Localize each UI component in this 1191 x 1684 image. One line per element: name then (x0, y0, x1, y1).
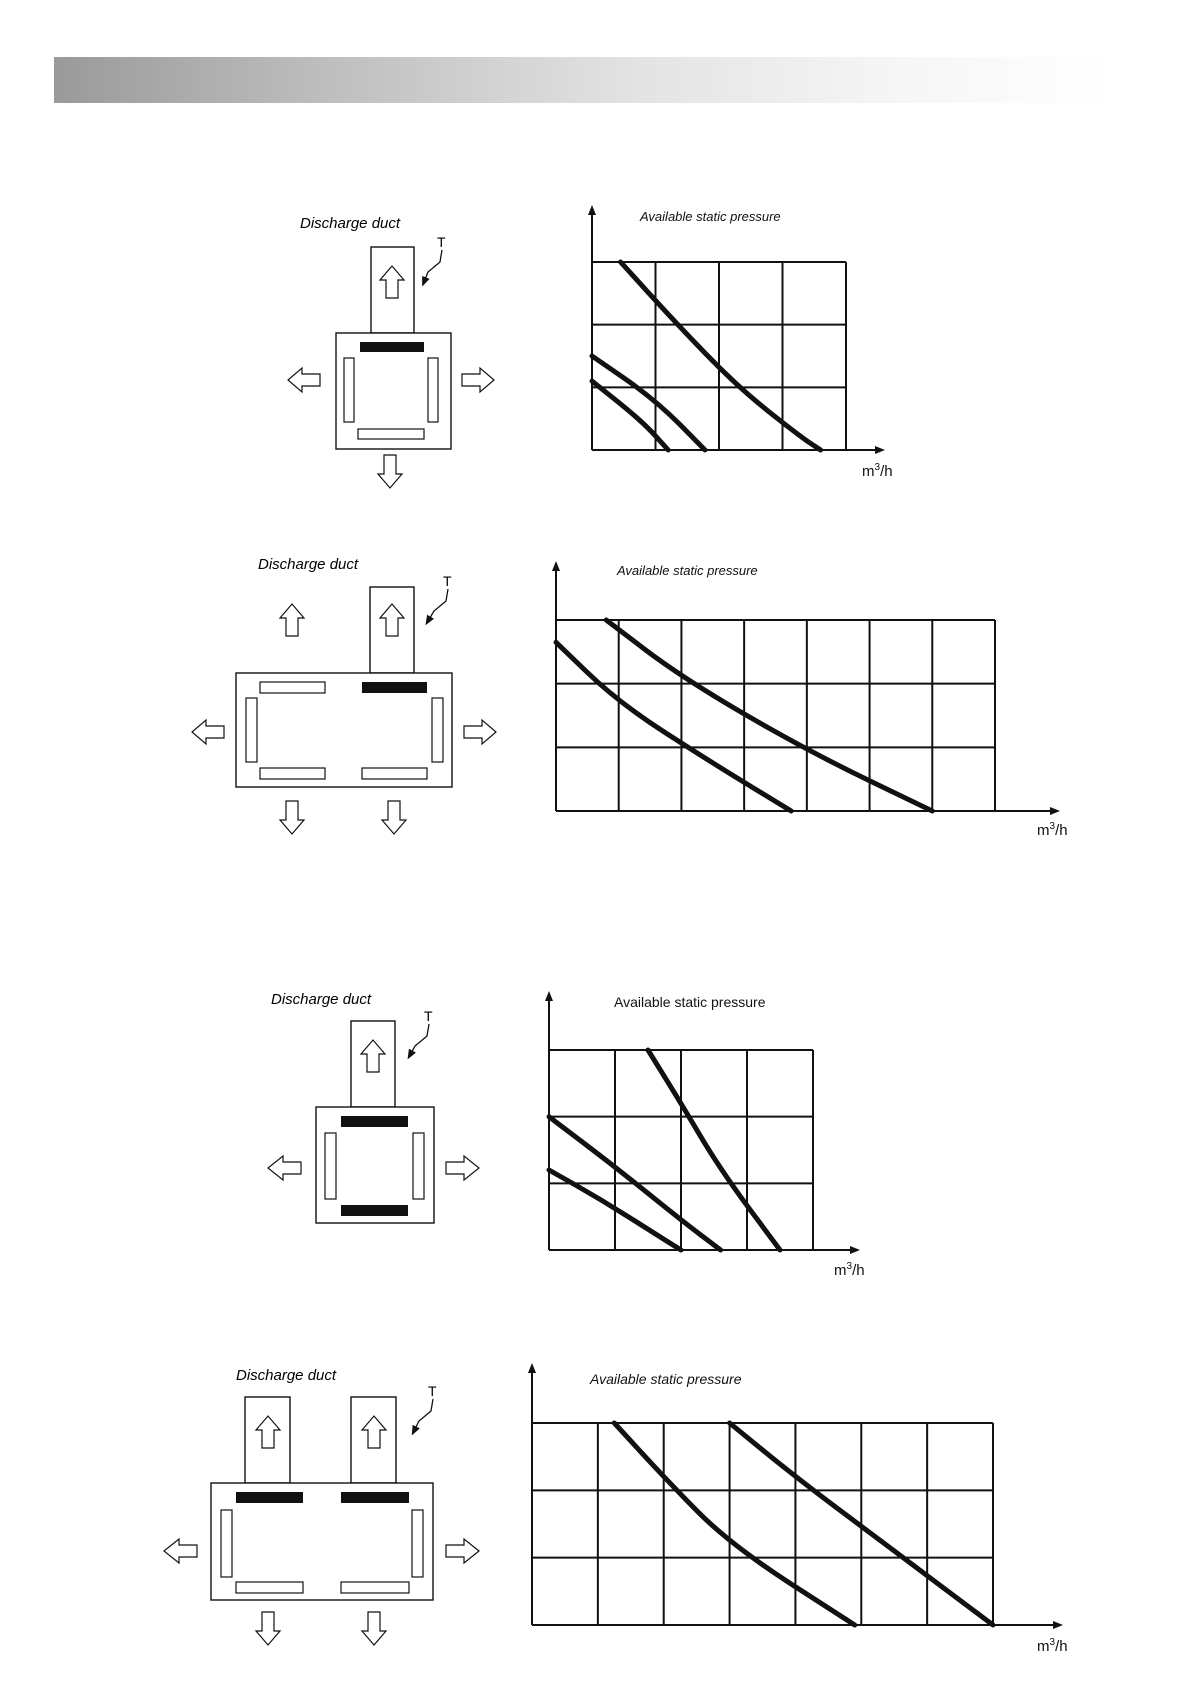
arrow-down-icon (256, 1612, 280, 1645)
arrow-down-icon (362, 1612, 386, 1645)
chart-1 (592, 209, 893, 480)
arrow-right-icon (464, 720, 496, 744)
marker-label: T (437, 234, 446, 250)
marker-label: T (424, 1008, 433, 1024)
series-line-curve-2 (592, 356, 705, 450)
pointer-line (428, 589, 448, 621)
x-label-suffix: /h (880, 463, 893, 480)
discharge-duct-label: Discharge duct (300, 215, 401, 232)
arrow-left-icon (164, 1539, 197, 1563)
series-line-curve-1 (614, 1423, 854, 1625)
x-label-superscript: 3 (1049, 1637, 1056, 1648)
series-line-curve-1 (648, 1050, 780, 1250)
arrow-up-icon (280, 604, 304, 636)
outlet-bottom-right (362, 768, 427, 779)
pointer-line (414, 1399, 433, 1431)
panel-3 (268, 991, 479, 1223)
chart-3 (549, 994, 865, 1279)
arrow-left-icon (288, 368, 320, 392)
outlet-bottom-left (236, 1582, 303, 1593)
x-axis-label (1037, 821, 1068, 839)
pointer-line (410, 1024, 429, 1055)
arrow-right-icon (446, 1156, 479, 1180)
outlet-right (413, 1133, 424, 1199)
x-label-unit: m (1037, 1638, 1050, 1655)
x-axis-label (834, 1261, 865, 1279)
x-axis-label (862, 462, 893, 480)
panel-4 (164, 1367, 479, 1645)
outlet-right (432, 698, 443, 762)
outlet-bottom-right (341, 1582, 409, 1593)
outlet-bottom (358, 429, 424, 439)
arrow-down-icon (280, 801, 304, 834)
arrow-left-icon (192, 720, 224, 744)
outlet-right (428, 358, 438, 422)
series-line-curve-1 (606, 620, 932, 811)
outlet-top-left (260, 682, 325, 693)
x-label-suffix: /h (1055, 1638, 1068, 1655)
x-axis-label (1037, 1637, 1068, 1655)
outlet-ducted (360, 342, 424, 352)
chart-title: Available static pressure (614, 994, 766, 1010)
x-label-unit: m (1037, 822, 1050, 839)
chart-title: Available static pressure (590, 1371, 742, 1387)
arrow-right-icon (446, 1539, 479, 1563)
panel-2 (192, 556, 496, 834)
chart-title: Available static pressure (640, 209, 781, 224)
marker-label: T (443, 573, 452, 589)
series-line-curve-1 (621, 262, 821, 450)
x-label-unit: m (834, 1262, 847, 1279)
series-line-curve-3 (592, 381, 668, 450)
x-label-unit: m (862, 463, 875, 480)
x-label-suffix: /h (1055, 822, 1068, 839)
outlet-ducted-right (341, 1492, 409, 1503)
pointer-line (424, 250, 442, 282)
x-label-superscript: 3 (846, 1261, 853, 1272)
outlet-bottom-left (260, 768, 325, 779)
x-label-superscript: 3 (874, 462, 881, 473)
outlet-left (344, 358, 354, 422)
outlet-ducted (362, 682, 427, 693)
chart-2 (556, 563, 1068, 839)
arrow-down-icon (382, 801, 406, 834)
panel-1 (288, 215, 494, 488)
x-label-superscript: 3 (1049, 821, 1056, 832)
outlet-ducted-left (236, 1492, 303, 1503)
chart-title: Available static pressure (617, 563, 758, 578)
arrow-right-icon (462, 368, 494, 392)
outlet-bottom (341, 1205, 408, 1216)
outlet-left (246, 698, 257, 762)
outlet-left (221, 1510, 232, 1577)
x-label-suffix: /h (852, 1262, 865, 1279)
outlet-ducted (341, 1116, 408, 1127)
chart-4 (532, 1368, 1068, 1655)
charts-layer (532, 209, 1068, 1655)
outlet-left (325, 1133, 336, 1199)
discharge-duct-label: Discharge duct (236, 1367, 337, 1384)
marker-label: T (428, 1383, 437, 1399)
outlet-right (412, 1510, 423, 1577)
discharge-duct-label: Discharge duct (271, 991, 372, 1008)
arrow-left-icon (268, 1156, 301, 1180)
discharge-duct-label: Discharge duct (258, 556, 359, 573)
arrow-down-icon (378, 455, 402, 488)
